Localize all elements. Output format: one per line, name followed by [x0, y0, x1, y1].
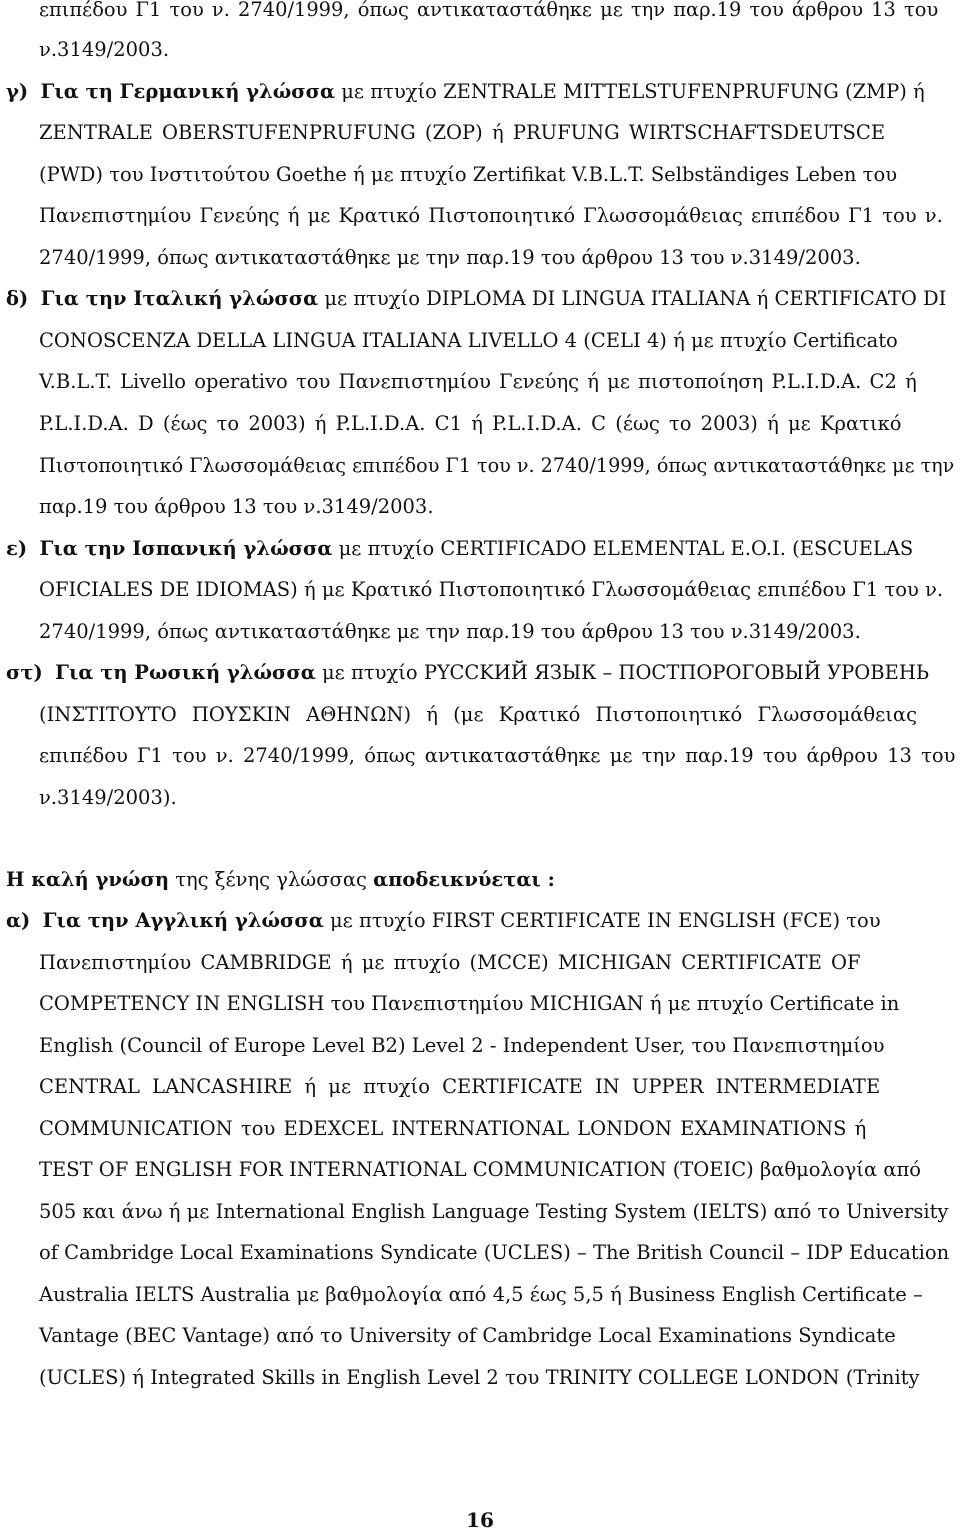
- text-line: (PWD) του Ινστιτούτου Goethe ή με πτυχίο Zertifikat V.B.L.T. Selbständiges Leben του: [39, 163, 898, 186]
- item-heading: Για τη Γερμανική γλώσσα: [40, 80, 336, 103]
- text-run: με πτυχίο DIPLOMA DI LINGUA ITALIANA ή CERTIFICATO DI: [318, 287, 947, 310]
- item-spanish-first-line: [6, 537, 913, 561]
- text-line: επιπέδου Γ1 του ν. 2740/1999, όπως αντικαταστάθηκε με την παρ.19 του άρθρου 13 του: [39, 744, 956, 767]
- item-heading: Για τη Ρωσική γλώσσα: [55, 661, 316, 684]
- heading-bold-part: Η καλή γνώση: [6, 868, 169, 891]
- item-label: στ): [6, 661, 43, 684]
- text-line: (ΙΝΣΤΙΤΟΥΤΟ ΠΟΥΣΚΙΝ ΑΘΗΝΩΝ) ή (με Κρατικό Πιστοποιητικό Γλωσσομάθειας: [39, 703, 918, 726]
- section-heading: [6, 868, 555, 892]
- text-line: TEST OF ENGLISH FOR INTERNATIONAL COMMUNICATION (TOEIC) βαθμολογία από: [39, 1158, 922, 1181]
- text-line: V.B.L.T. Livello operativo του Πανεπιστημίου Γενεύης ή με πιστοποίηση P.L.I.D.A. C2 ή: [39, 370, 917, 393]
- heading-bold-part: αποδεικνύεται :: [373, 868, 555, 891]
- text-line: παρ.19 του άρθρου 13 του ν.3149/2003.: [39, 495, 434, 518]
- text-line: OFICIALES DE IDIOMAS) ή με Κρατικό Πιστοποιητικό Γλωσσομάθειας επιπέδου Γ1 του ν.: [39, 578, 944, 601]
- item-label: α): [6, 909, 31, 932]
- text-run: με πτυχίο CERTIFICADO ELEMENTAL E.O.I. (ESCUELAS: [332, 537, 914, 560]
- text-line: ν.3149/2003).: [39, 786, 177, 809]
- text-line: 505 και άνω ή με International English Language Testing System (IELTS) από το University: [39, 1200, 949, 1223]
- heading-text: της ξένης γλώσσας: [169, 868, 374, 891]
- text-run: με πτυχίο ZENTRALE MITTELSTUFENPRUFUNG (ZMP) ή: [335, 80, 925, 103]
- text-line: Vantage (BEC Vantage) από το University of Cambridge Local Examinations Syndicate: [39, 1324, 896, 1347]
- item-label: δ): [6, 287, 29, 310]
- page-number: 16: [466, 1508, 494, 1532]
- text-line: of Cambridge Local Examinations Syndicate (UCLES) – The British Council – IDP Education: [39, 1241, 950, 1264]
- item-heading: Για την Ισπανική γλώσσα: [39, 537, 333, 560]
- text-line: 2740/1999, όπως αντικαταστάθηκε με την παρ.19 του άρθρου 13 του ν.3149/2003.: [39, 246, 861, 269]
- text-line: 2740/1999, όπως αντικαταστάθηκε με την παρ.19 του άρθρου 13 του ν.3149/2003.: [39, 620, 861, 643]
- text-line: (UCLES) ή Integrated Skills in English Level 2 του TRINITY COLLEGE LONDON (Trinity: [39, 1366, 920, 1389]
- text-line: COMMUNICATION του EDEXCEL INTERNATIONAL LONDON EXAMINATIONS ή: [39, 1117, 867, 1140]
- item-english-first-line: [6, 909, 881, 933]
- text-line: CENTRAL LANCASHIRE ή με πτυχίο CERTIFICATE IN UPPER INTERMEDIATE: [39, 1075, 881, 1098]
- text-line: English (Council of Europe Level B2) Level 2 - Independent User, του Πανεπιστημίου: [39, 1034, 885, 1057]
- text-line: P.L.I.D.A. D (έως το 2003) ή P.L.I.D.A. C1 ή P.L.I.D.A. C (έως το 2003) ή με Κρατικό: [39, 412, 902, 435]
- text-line: COMPETENCY IN ENGLISH του Πανεπιστημίου MICHIGAN ή με πτυχίο Certificate in: [39, 992, 900, 1015]
- text-line: Πιστοποιητικό Γλωσσομάθειας επιπέδου Γ1 του ν. 2740/1999, όπως αντικαταστάθηκε με την: [39, 454, 955, 477]
- item-russian-first-line: [6, 661, 929, 685]
- text-line: Πανεπιστημίου CAMBRIDGE ή με πτυχίο (MCCE) MICHIGAN CERTIFICATE OF: [39, 951, 861, 974]
- item-heading: Για την Ιταλική γλώσσα: [40, 287, 319, 310]
- item-heading: Για την Αγγλική γλώσσα: [42, 909, 324, 932]
- text-run: με πτυχίο FIRST CERTIFICATE IN ENGLISH (FCE) του: [323, 909, 881, 932]
- text-line: ν.3149/2003.: [39, 38, 170, 61]
- text-line: Australia IELTS Australia με βαθμολογία από 4,5 έως 5,5 ή Business English Certificate –: [39, 1283, 923, 1306]
- text-line: Πανεπιστημίου Γενεύης ή με Κρατικό Πιστοποιητικό Γλωσσομάθειας επιπέδου Γ1 του ν.: [39, 204, 943, 227]
- text-line: επιπέδου Γ1 του ν. 2740/1999, όπως αντικαταστάθηκε με την παρ.19 του άρθρου 13 του: [39, 0, 939, 21]
- text-line: CONOSCENZA DELLA LINGUA ITALIANA LIVELLO 4 (CELI 4) ή με πτυχίο Certificato: [39, 329, 898, 352]
- item-italian-first-line: [6, 287, 946, 311]
- text-run: με πτυχίο PYCCKИЙ ЯЗЫК – ПОСТПОРОГОВЫЙ УРОВЕНЬ: [315, 661, 929, 684]
- item-label: ε): [6, 537, 28, 560]
- item-label: γ): [6, 80, 29, 103]
- item-german-first-line: [6, 80, 925, 104]
- text-line: ZENTRALE OBERSTUFENPRUFUNG (ZOP) ή PRUFUNG WIRTSCHAFTSDEUTSCE: [39, 121, 886, 144]
